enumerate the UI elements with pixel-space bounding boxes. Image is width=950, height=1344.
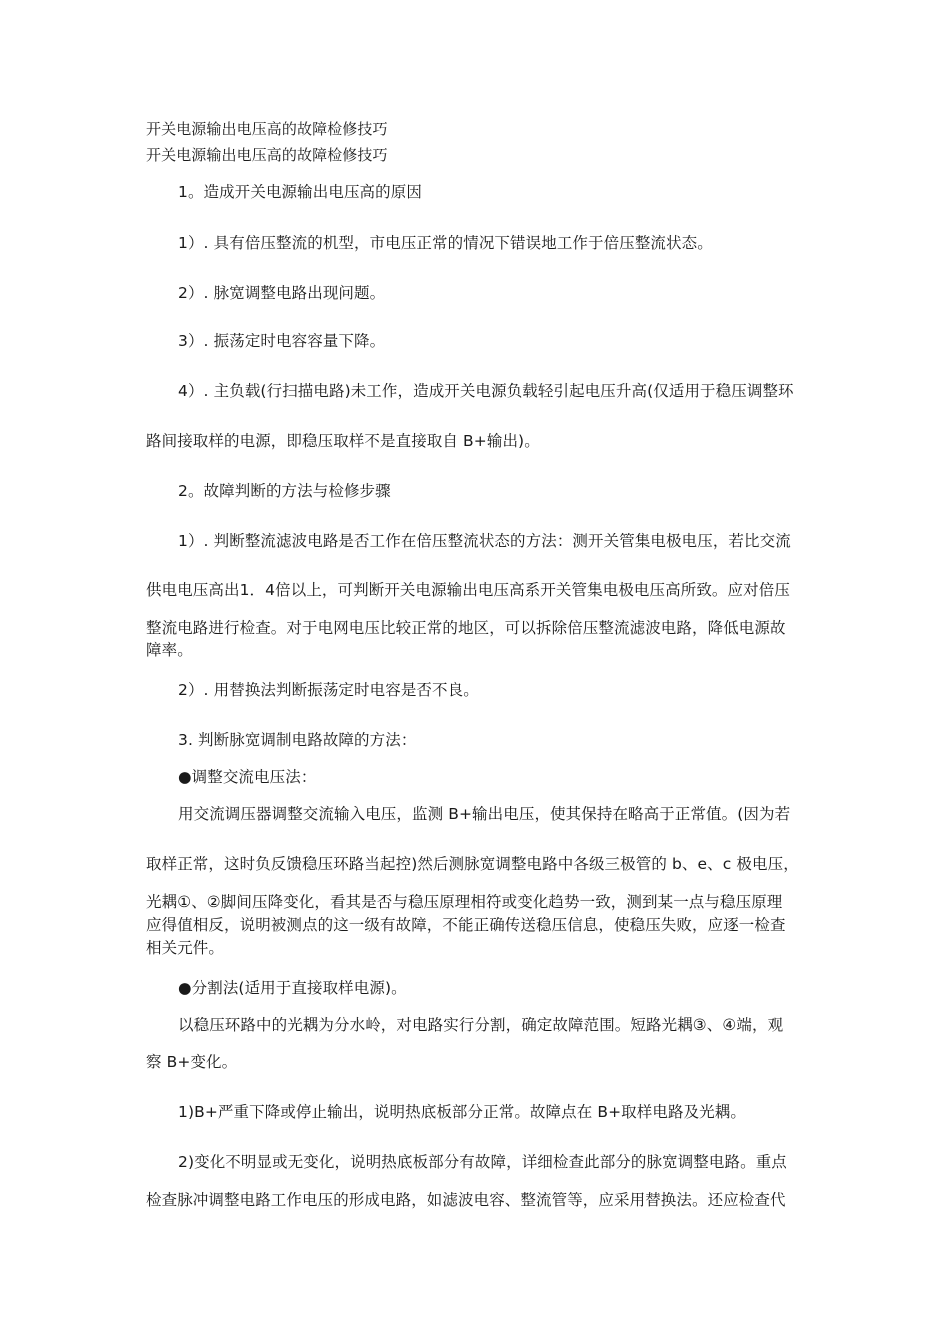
- paragraph-line: 以稳压环路中的光耦为分水岭，对电路实行分割，确定故障范围。短路光耦③、④端，观: [178, 1016, 784, 1034]
- paragraph-line: 整流电路进行检查。对于电网电压比较正常的地区，可以拆除倍压整流滤波电路，降低电源故: [146, 619, 786, 637]
- document-title: 开关电源输出电压高的故障检修技巧: [146, 120, 388, 138]
- bullet-item: ●调整交流电压法：: [178, 768, 317, 786]
- paragraph-line: 1)B+严重下降或停止输出，说明热底板部分正常。故障点在 B+取样电路及光耦。: [178, 1103, 746, 1121]
- paragraph-line: 1）. 具有倍压整流的机型，市电压正常的情况下错误地工作于倍压整流状态。: [178, 234, 713, 252]
- paragraph-line: 2）. 脉宽调整电路出现问题。: [178, 284, 386, 302]
- paragraph-line: 供电电压高出1．4倍以上，可判断开关电源输出电压高系开关管集电极电压高所致。应对倍压: [146, 581, 790, 599]
- paragraph-line: 用交流调压器调整交流输入电压，监测 B+输出电压，使其保持在略高于正常值。(因为若: [178, 805, 791, 823]
- paragraph-line: 障率。: [146, 641, 193, 659]
- paragraph-line: 取样正常，这时负反馈稳压环路当起控)然后测脉宽调整电路中各级三极管的 b、e、c 极电压，: [146, 855, 799, 873]
- paragraph-line: 4）. 主负载(行扫描电路)未工作，造成开关电源负载轻引起电压升高(仅适用于稳压调整环: [178, 382, 794, 400]
- paragraph-line: 2)变化不明显或无变化，说明热底板部分有故障，详细检查此部分的脉宽调整电路。重点: [178, 1153, 787, 1171]
- bullet-item: ●分割法(适用于直接取样电源)。: [178, 979, 407, 997]
- section-heading-2: 2。故障判断的方法与检修步骤: [178, 482, 391, 500]
- paragraph-line: 检查脉冲调整电路工作电压的形成电路，如滤波电容、整流管等，应采用替换法。还应检查代: [146, 1191, 786, 1209]
- paragraph-line: 路间接取样的电源，即稳压取样不是直接取自 B+输出)。: [146, 432, 540, 450]
- section-heading-1: 1。造成开关电源输出电压高的原因: [178, 183, 422, 201]
- section-heading-3: 3. 判断脉宽调制电路故障的方法：: [178, 731, 417, 749]
- paragraph-line: 1）. 判断整流滤波电路是否工作在倍压整流状态的方法：测开关管集电极电压，若比交流: [178, 532, 791, 550]
- paragraph-line: 应得值相反，说明被测点的这一级有故障，不能正确传送稳压信息，使稳压失败，应逐一检查: [146, 916, 786, 934]
- paragraph-line: 2）. 用替换法判断振荡定时电容是否不良。: [178, 681, 479, 699]
- paragraph-line: 光耦①、②脚间压降变化，看其是否与稳压原理相符或变化趋势一致，测到某一点与稳压原理: [146, 893, 783, 911]
- paragraph-line: 3）. 振荡定时电容容量下降。: [178, 332, 386, 350]
- paragraph-line: 相关元件。: [146, 939, 225, 957]
- document-title-repeat: 开关电源输出电压高的故障检修技巧: [146, 146, 388, 164]
- paragraph-line: 察 B+变化。: [146, 1053, 238, 1071]
